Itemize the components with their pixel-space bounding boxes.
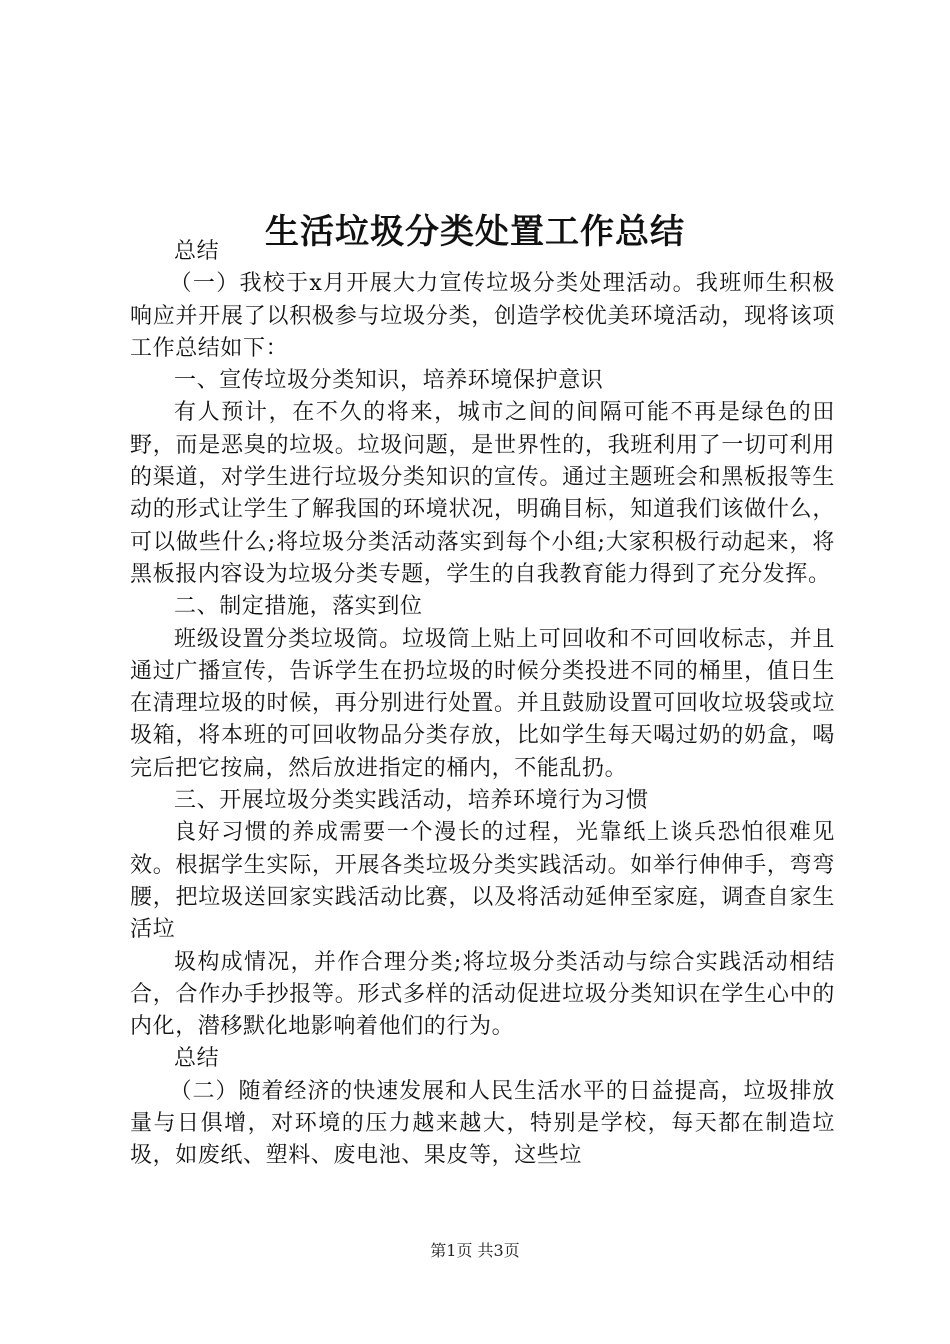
section-heading-1: 一、宣传垃圾分类知识，培养环境保护意识 [174,368,604,394]
paragraph-part-one-intro: （一）我校于x月开展大力宣传垃圾分类处理活动。我班师生积极响应并开展了以积极参与垃圾分类，创造学校优美环境活动，现将该项工作总结如下： [130,271,835,361]
paragraph-practice-continued: 圾构成情况，并作合理分类;将垃圾分类活动与综合实践活动相结合，合作办手抄报等。形式多样的活动促进垃圾分类知识在学生心中的内化，潜移默化地影响着他们的行为。 [130,949,835,1040]
page-number-footer: 第1页 共3页 [430,1241,520,1260]
section-heading-3: 三、开展垃圾分类实践活动，培养环境行为习惯 [174,788,649,814]
section-heading-2: 二、制定措施，落实到位 [174,594,423,620]
paragraph-summary-label-1: 总结 [174,239,220,264]
paragraph-measures: 班级设置分类垃圾筒。垃圾筒上贴上可回收和不可回收标志，并且通过广播宣传，告诉学生在扔垃圾的时候分类投进不同的桶里，值日生在清理垃圾的时候，再分别进行处置。并且鼓励设置可回收垃圾袋或垃圾箱，将本班的可回收物品分类存放，比如学生每天喝过奶的奶盒，喝完后把它按扁，然后放进指定的桶内，不能乱扔。 [130,626,835,781]
paragraph-awareness: 有人预计，在不久的将来，城市之间的间隔可能不再是绿色的田野，而是恶臭的垃圾。垃圾问题，是世界性的，我班利用了一切可利用的渠道，对学生进行垃圾分类知识的宣传。通过主题班会和黑板报等生动的形式让学生了解我国的环境状况，明确目标，知道我们该做什么，可以做些什么;将垃圾分类活动落实到每个小组;大家积极行动起来，将黑板报内容设为垃圾分类专题，学生的自我教育能力得到了充分发挥。 [130,400,835,587]
paragraph-part-two-intro: （二）随着经济的快速发展和人民生活水平的日益提高，垃圾排放量与日俱增，对环境的压力越来越大，特别是学校，每天都在制造垃圾，如废纸、塑料、废电池、果皮等，这些垃 [130,1078,835,1169]
document-body [130,236,835,1173]
document-title: 生活垃圾分类处置工作总结 [265,211,685,252]
paragraph-practice: 良好习惯的养成需要一个漫长的过程，光靠纸上谈兵恐怕很难见效。根据学生实际，开展各类垃圾分类实践活动。如举行伸伸手，弯弯腰，把垃圾送回家实践活动比赛，以及将活动延伸至家庭，调查自家生活垃 [130,820,835,943]
paragraph-summary-label-2: 总结 [174,1046,220,1072]
